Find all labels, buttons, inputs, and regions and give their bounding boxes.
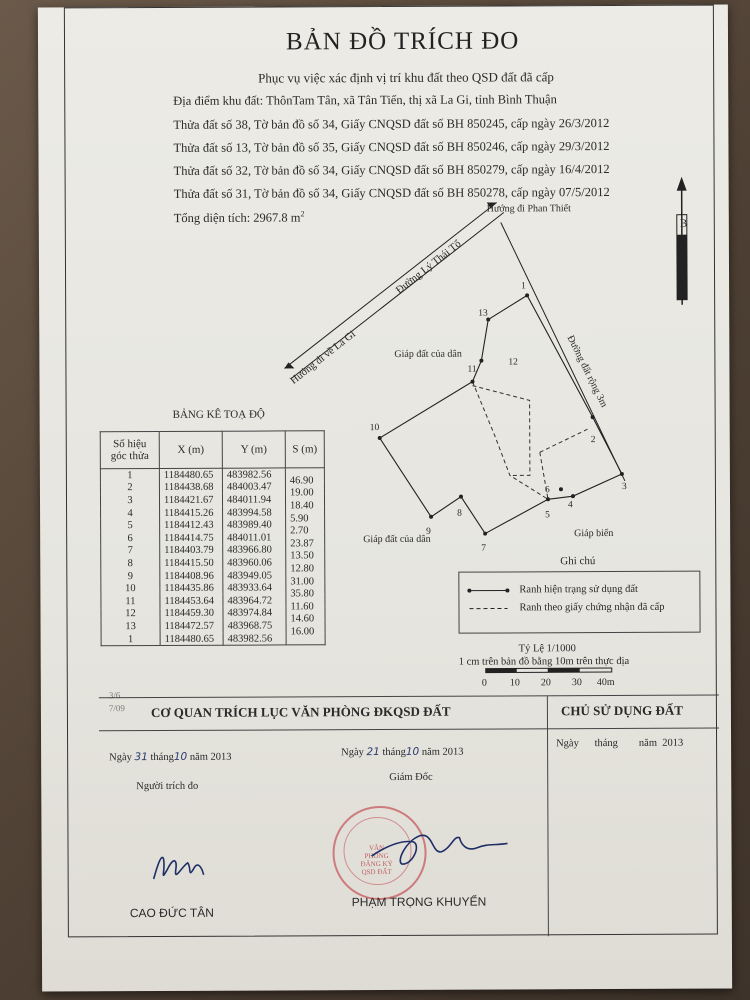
x-coordinate-cell: 1184435.86 <box>160 582 223 595</box>
col-header-x: X (m) <box>159 431 222 468</box>
document-subtitle: Phục vụ việc xác định vị trí khu đất theo QSD đất đã cấp <box>258 69 554 86</box>
location-line: Địa điểm khu đất: ThônTam Tân, xã Tân Tiến, thị xã La Gi, tỉnh Bình Thuận <box>173 92 557 108</box>
signatures-drawing <box>38 4 732 991</box>
scale-tick-20: 20 <box>540 677 551 689</box>
point-label-5: 5 <box>545 510 550 521</box>
parcel-line-2: Thửa đất số 13, Tờ bản đồ số 35, Giấy CNQSD đất số BH 850246, cấp ngày 29/3/2012 <box>173 139 610 155</box>
x-coordinate-cell: 1184408.96 <box>160 569 223 582</box>
direction-la-gi-label: Hướng đi về La Gi <box>288 328 358 387</box>
distance-cell: 16.00 <box>286 625 325 638</box>
distance-cell: 5.90 <box>286 512 325 525</box>
y-coordinate-cell: 484011.94 <box>222 494 285 507</box>
x-coordinate-cell: 1184403.79 <box>160 544 223 557</box>
y-coordinate-cell: 483982.56 <box>222 468 285 481</box>
total-area-unit-sup: 2 <box>300 209 305 219</box>
mid-signer-name: PHẠM TRỌNG KHUYẾN <box>351 894 487 910</box>
point-label-9: 9 <box>426 526 431 537</box>
mid-date-month: 10 <box>405 745 420 758</box>
document-title: BẢN ĐỒ TRÍCH ĐO <box>285 27 520 56</box>
x-coordinate-cell: 1184415.50 <box>160 557 223 570</box>
neighbor-top-label: Giáp đất của dân <box>394 348 462 360</box>
col-header-s: S (m) <box>285 431 324 468</box>
point-label-13: 13 <box>478 308 488 319</box>
col-header-y: Y (m) <box>222 431 285 468</box>
point-label-11: 11 <box>467 364 477 375</box>
y-coordinate-cell: 483964.72 <box>223 594 286 607</box>
point-id-cell: 12 <box>101 608 160 621</box>
x-coordinate-cell: 1184415.26 <box>160 506 223 519</box>
owner-date: Ngày tháng năm 2013 <box>556 737 684 750</box>
col-header-point: Số hiệu góc thửa <box>100 431 159 468</box>
scale-tick-30: 30 <box>571 677 582 689</box>
distance-cell: 46.90 <box>285 474 324 487</box>
parcel-line-1: Thửa đất số 38, Tờ bản đồ số 34, Giấy CNQSD đất số BH 850245, cấp ngày 26/3/2012 <box>173 116 610 132</box>
seal-text: VĂN PHÒNG ĐĂNG KÝ QSD ĐẤT <box>360 844 393 877</box>
point-label-4: 4 <box>568 500 573 511</box>
y-coordinate-cell: 483960.06 <box>223 557 286 570</box>
left-role: Người trích đo <box>136 780 199 793</box>
mid-role: Giám Đốc <box>389 771 433 783</box>
mid-date-label: Ngày <box>341 747 364 759</box>
point-id-cell: 2 <box>100 482 159 495</box>
distance-cell: 2.70 <box>286 525 325 538</box>
x-coordinate-cell: 1184421.67 <box>159 494 222 507</box>
left-date-day: 31 <box>134 751 148 764</box>
notes-title: Ghi chú <box>560 555 596 568</box>
road-name-label: Đường Lý Thái Tổ <box>394 238 464 297</box>
scale-tick-0: 0 <box>481 677 487 689</box>
mid-date-year: năm 2013 <box>421 746 464 758</box>
x-coordinate-cell: 1184480.65 <box>159 468 222 481</box>
distance-cell: 31.00 <box>286 575 325 588</box>
point-label-6: 6 <box>544 485 550 496</box>
point-label-10: 10 <box>369 423 380 434</box>
point-id-cell: 3 <box>100 494 159 507</box>
margin-note-2: 7/09 <box>108 703 125 714</box>
scale-tick-40m: 40m <box>596 677 615 689</box>
y-coordinate-cell: 483966.80 <box>223 544 286 557</box>
y-coordinate-cell: 484003.47 <box>222 481 285 494</box>
point-label-3: 3 <box>621 481 627 492</box>
x-coordinate-cell: 1184459.30 <box>160 607 223 620</box>
coord-table-title: BẢNG KÊ TOẠ ĐỘ <box>172 408 265 421</box>
scale-tick-10: 10 <box>509 677 520 689</box>
point-id-cell: 1 <box>101 633 160 646</box>
point-label-2: 2 <box>590 435 596 446</box>
owner-header: CHỦ SỬ DỤNG ĐẤT <box>560 702 683 719</box>
legend-certificate-label: Ranh theo giấy chứng nhận đã cấp <box>519 601 665 614</box>
distance-cell: 13.50 <box>286 550 325 563</box>
neighbor-bottom-label: Giáp đất của dân <box>363 533 431 546</box>
x-coordinate-cell: 1184412.43 <box>160 519 223 532</box>
distance-cell: 11.60 <box>286 600 325 613</box>
point-label-8: 8 <box>457 508 462 519</box>
point-id-cell: 6 <box>101 532 160 545</box>
left-date-month-label: tháng <box>150 751 174 764</box>
y-coordinate-cell: 483974.84 <box>223 607 286 620</box>
x-coordinate-cell: 1184438.68 <box>159 481 222 494</box>
distance-cell: 12.80 <box>286 562 325 575</box>
x-coordinate-cell: 1184472.57 <box>160 620 223 633</box>
y-coordinate-cell: 483989.40 <box>223 519 286 532</box>
point-label-1: 1 <box>521 281 526 292</box>
margin-note-1: 3/6 <box>108 690 121 701</box>
point-id-cell: 11 <box>101 595 160 608</box>
point-id-cell: 10 <box>101 582 160 595</box>
point-id-cell: 7 <box>101 545 160 558</box>
x-coordinate-cell: 1184414.75 <box>160 532 223 545</box>
distance-cell: 14.60 <box>286 613 325 626</box>
point-id-cell: 9 <box>101 570 160 583</box>
y-coordinate-cell: 483933.64 <box>223 582 286 595</box>
point-id-cell: 5 <box>101 519 160 532</box>
scale-description: 1 cm trên bản đồ bằng 10m trên thực địa <box>458 655 630 668</box>
legend-current-label: Ranh hiện trạng sử dụng đất <box>519 583 638 596</box>
point-label-7: 7 <box>481 543 486 554</box>
y-coordinate-cell: 483994.58 <box>223 506 286 519</box>
neighbor-sea-label: Giáp biển <box>574 528 614 540</box>
mid-date-day: 21 <box>366 746 380 759</box>
left-date-label: Ngày <box>109 752 132 764</box>
scale-ratio: Tỷ Lệ 1/1000 <box>518 643 576 655</box>
point-id-cell: 1 <box>100 468 159 481</box>
mid-date-month-label: tháng <box>382 746 406 759</box>
parcel-line-4: Thửa đất số 31, Tờ bản đồ số 34, Giấy CNQSD đất số BH 850278, cấp ngày 07/5/2012 <box>173 185 610 201</box>
left-date-month: 10 <box>173 750 188 763</box>
y-coordinate-cell: 483949.05 <box>223 569 286 582</box>
total-area-label: Tổng diện tích: 2967.8 m <box>173 210 301 226</box>
agency-header: CƠ QUAN TRÍCH LỤC VĂN PHÒNG ĐKQSD ĐẤT <box>150 703 451 721</box>
left-signature <box>154 857 204 879</box>
y-coordinate-cell: 483982.56 <box>223 632 286 645</box>
point-id-cell: 8 <box>101 557 160 570</box>
mid-signature <box>371 835 507 864</box>
point-id-cell: 4 <box>101 507 160 520</box>
point-label-12: 12 <box>508 357 518 368</box>
distance-cell: 19.00 <box>285 487 324 500</box>
parcel-line-3: Thửa đất số 32, Tờ bản đồ số 34, Giấy CNQSD đất số BH 850279, cấp ngày 16/4/2012 <box>173 162 610 178</box>
distance-cell: 35.80 <box>286 588 325 601</box>
point-id-cell: 13 <box>101 620 160 633</box>
direction-phan-thiet-label: Hướng đi Phan Thiết <box>486 203 571 215</box>
left-date-year: năm 2013 <box>189 751 232 763</box>
x-coordinate-cell: 1184453.64 <box>160 595 223 608</box>
dirt-road-label: Đường đất rộng 3m <box>564 333 610 410</box>
distance-cell: 23.87 <box>286 537 325 550</box>
left-signer-name: CAO ĐỨC TÂN <box>129 905 214 921</box>
north-letter: B <box>679 217 688 230</box>
distance-cell: 18.40 <box>286 499 325 512</box>
y-coordinate-cell: 484011.01 <box>223 531 286 544</box>
x-coordinate-cell: 1184480.65 <box>160 632 223 645</box>
survey-document <box>38 4 732 991</box>
y-coordinate-cell: 483968.75 <box>223 620 286 633</box>
